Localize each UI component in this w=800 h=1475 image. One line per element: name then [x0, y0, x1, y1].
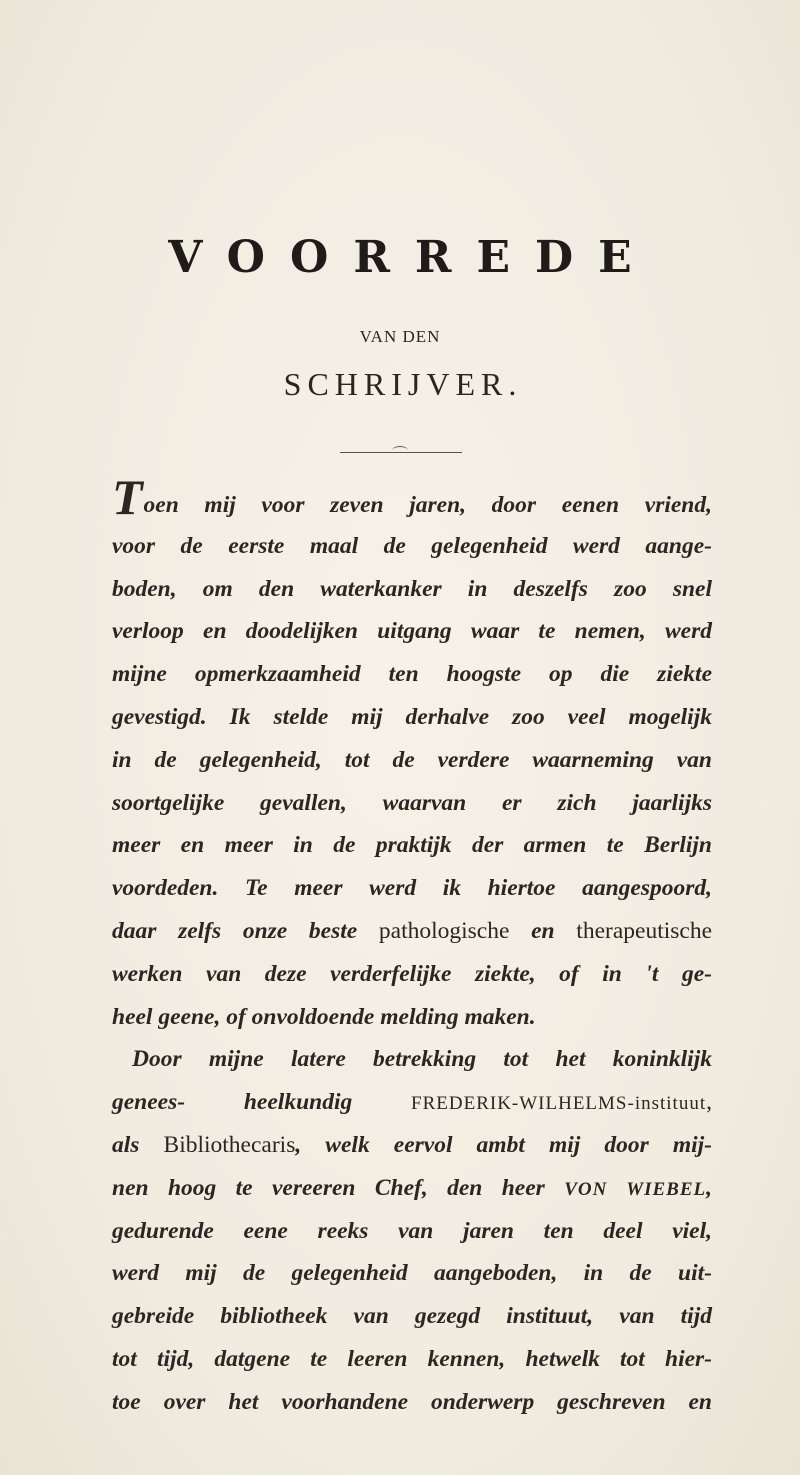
text-line-21: tot tijd, datgene te leeren kennen, hetwelk tot hier- [112, 1345, 712, 1372]
text-line-17: nen hoog te vereeren Chef, den heer VON WIEBEL, [112, 1174, 712, 1201]
page-author-heading: SCHRIJVER. [283, 366, 523, 402]
text-line-9: meer en meer in de praktijk der armen te Berlijn [112, 832, 712, 859]
text-line-16: als Bibliothecaris, welk eervol ambt mij door mij- [112, 1131, 712, 1158]
text-line-22: toe over het voorhandene onderwerp geschreven en [112, 1388, 712, 1415]
text-line-15: genees- heelkundig FREDERIK-WILHELMS-instituut, [112, 1089, 712, 1116]
text-line-7: in de gelegenheid, tot de verdere waarneming van [112, 746, 712, 773]
page-subtitle: VAN DEN [359, 327, 441, 346]
text-line-10: voordeden. Te meer werd ik hiertoe aangespoord, [112, 875, 712, 902]
text-line-4: verloop en doodelijken uitgang waar te nemen, werd [112, 618, 712, 645]
text-line-8: soortgelijke gevallen, waarvan er zich jaarlijks [112, 789, 712, 816]
text-line-13: heel geene, of onvoldoende melding maken. [112, 1003, 536, 1030]
text-line-6: gevestigd. Ik stelde mij derhalve zoo veel mogelijk [112, 703, 712, 730]
text-line-12: werken van deze verderfelijke ziekte, of in 't ge- [112, 960, 712, 987]
text-line-2: voor de eerste maal de gelegenheid werd aange- [112, 532, 712, 559]
drop-cap: T [112, 469, 143, 525]
text-line-3: boden, om den waterkanker in deszelfs zoo snel [112, 575, 712, 602]
text-line-1: Toen mij voor zeven jaren, door eenen vriend, [112, 469, 712, 525]
text-line-14: Door mijne latere betrekking tot het koninklijk [132, 1046, 712, 1073]
text-line-19: werd mij de gelegenheid aangeboden, in de uit- [112, 1260, 712, 1287]
page-title: VOORREDE [168, 232, 657, 283]
body-paragraph [112, 469, 713, 1424]
ornamental-rule-flourish [392, 446, 408, 455]
text-line-20: gebreide bibliotheek van gezegd instituut, van tijd [112, 1303, 712, 1330]
text-line-18: gedurende eene reeks van jaren ten deel viel, [112, 1217, 712, 1244]
text-line-11: daar zelfs onze beste pathologische en therapeutische [112, 917, 713, 944]
text-line-5: mijne opmerkzaamheid ten hoogste op die ziekte [112, 661, 712, 688]
